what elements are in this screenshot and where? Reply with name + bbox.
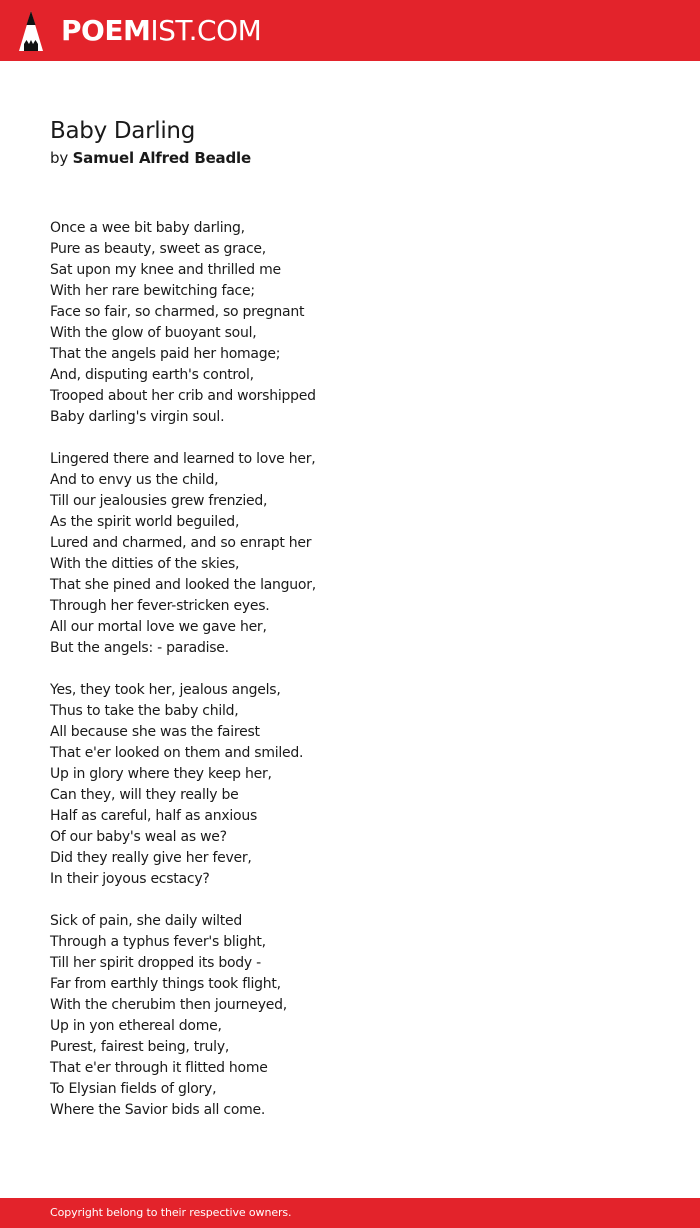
author-name: Samuel Alfred Beadle (72, 149, 251, 167)
poem-line: Sat upon my knee and thrilled me (50, 262, 281, 278)
poem-line: To Elysian fields of glory, (50, 1081, 217, 1097)
poem-line: Far from earthly things took flight, (50, 976, 281, 992)
poem-line: With the ditties of the skies, (50, 556, 240, 572)
poem-line: Sick of pain, she daily wilted (50, 913, 243, 929)
poem-line: With the cherubim then journeyed, (50, 997, 287, 1013)
poem-line: Baby darling's virgin soul. (50, 409, 225, 425)
byline-prefix: by (50, 149, 68, 167)
poem-line: Till her spirit dropped its body - (50, 955, 261, 971)
poem-line: Through her fever-stricken eyes. (50, 598, 270, 614)
logo-bold-text: POEM (61, 14, 151, 47)
poem-line: That e'er looked on them and smiled. (50, 745, 304, 761)
poem-line: Did they really give her fever, (50, 850, 252, 866)
poem-line: All because she was the fairest (50, 724, 260, 740)
site-logo-link[interactable] (18, 9, 261, 53)
copyright-text: Copyright belong to their respective owners. (50, 1206, 292, 1219)
poem-line: Once a wee bit baby darling, (50, 220, 245, 236)
poem-line: Where the Savior bids all come. (50, 1102, 266, 1118)
poem-title: Baby Darling (50, 118, 196, 144)
poem-line: As the spirit world beguiled, (50, 514, 240, 530)
site-logo-text (61, 14, 262, 47)
site-header (0, 0, 700, 61)
poem-line: And to envy us the child, (50, 472, 219, 488)
poem-line: Pure as beauty, sweet as grace, (50, 241, 266, 257)
poem-line: With the glow of buoyant soul, (50, 325, 257, 341)
poem-line: In their joyous ecstacy? (50, 871, 210, 887)
logo-light-text: IST.COM (150, 14, 262, 47)
poem-line: That e'er through it flitted home (50, 1060, 268, 1076)
byline (50, 148, 251, 169)
poem-line: And, disputing earth's control, (50, 367, 254, 383)
poem-line: That she pined and looked the languor, (50, 577, 316, 593)
poem-line: That the angels paid her homage; (50, 346, 281, 362)
poem-line: All our mortal love we gave her, (50, 619, 267, 635)
poem-line: But the angels: - paradise. (50, 640, 229, 656)
site-footer (0, 1198, 700, 1228)
poem-line: Till our jealousies grew frenzied, (50, 493, 268, 509)
poem-line: Trooped about her crib and worshipped (50, 388, 316, 404)
poem-line: Thus to take the baby child, (50, 703, 239, 719)
poem-line: Lingered there and learned to love her, (50, 451, 316, 467)
poem-line: Half as careful, half as anxious (50, 808, 258, 824)
poem-stanza (50, 680, 650, 890)
poem-body (50, 218, 650, 1142)
poem-line: Face so fair, so charmed, so pregnant (50, 304, 305, 320)
poem-line: Through a typhus fever's blight, (50, 934, 266, 950)
poem-line: Purest, fairest being, truly, (50, 1039, 230, 1055)
poem-stanza (50, 218, 650, 428)
poem-line: Up in yon ethereal dome, (50, 1018, 222, 1034)
poem-line: Lured and charmed, and so enrapt her (50, 535, 312, 551)
poem-stanza (50, 911, 650, 1121)
poem-stanza (50, 449, 650, 659)
poem-line: Up in glory where they keep her, (50, 766, 272, 782)
poem-line: Can they, will they really be (50, 787, 239, 803)
poem-line: Yes, they took her, jealous angels, (50, 682, 281, 698)
poem-line: With her rare bewitching face; (50, 283, 255, 299)
poem-line: Of our baby's weal as we? (50, 829, 227, 845)
pencil-tip-icon (18, 10, 44, 52)
